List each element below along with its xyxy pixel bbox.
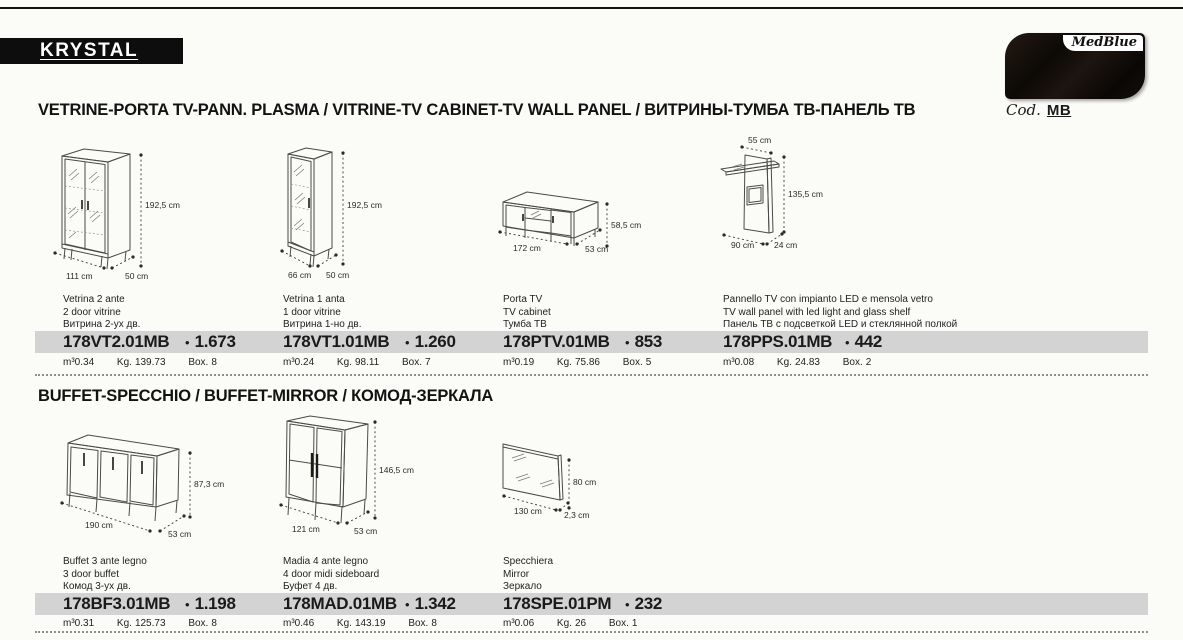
desc-line-en: TV cabinet [503, 306, 551, 318]
product-code: 178BF3.01MB [63, 594, 171, 613]
product-specs [723, 357, 871, 368]
drawing-vitrine-2-door [40, 138, 255, 290]
drawing-madia-4-door [268, 415, 423, 537]
dimension-lines [279, 420, 376, 524]
volume-value: 0.34 [74, 357, 95, 368]
weight-label: Kg. [116, 618, 132, 629]
product-code: 178PTV.01MB [503, 332, 610, 351]
code-price-bar [35, 593, 1148, 615]
dotted-divider [35, 631, 1148, 633]
drawing-vitrine-1-door [268, 138, 418, 290]
product-code: 178VT2.01MB [63, 332, 170, 351]
weight-value: 139.73 [134, 357, 166, 368]
section-title-buffet: BUFFET-SPECCHIO / BUFFET-MIRROR / КОМОД-ЗЕРКАЛА [38, 387, 494, 405]
desc-line-it: Pannello TV con impianto LED e mensola vetro [723, 294, 933, 305]
finish-code: MB [1046, 102, 1072, 119]
product-price: 442 [854, 332, 883, 351]
dimension-lines [280, 151, 344, 267]
volume-value: 0.19 [514, 357, 535, 368]
boxes-value: 8 [211, 618, 217, 629]
boxes-value: 7 [425, 357, 431, 368]
desc-line-en: 3 door buffet [63, 568, 119, 580]
boxes-value: 1 [631, 618, 638, 629]
brand-banner [0, 38, 183, 64]
dim-height-label: 192,5 cm [347, 200, 382, 210]
glass-reflections [68, 169, 100, 238]
drawing-mirror [490, 438, 625, 523]
boxes-label: Box. [188, 618, 209, 629]
price-bullet: • [405, 596, 410, 612]
weight-label: Kg. [556, 357, 572, 368]
desc-line-it: Porta TV [503, 294, 543, 305]
weight-value: 143.19 [354, 618, 386, 629]
volume-value: 0.31 [74, 618, 95, 629]
glass-shelf-lines [291, 184, 311, 232]
price-bullet: • [185, 596, 190, 612]
code-price-cell [283, 593, 456, 615]
weight-value: 24.83 [794, 357, 820, 368]
glass-reflections [294, 165, 305, 230]
section-title-vetrine: VETRINE-PORTA TV-PANN. PLASMA / VITRINE-TV CABINET-TV WALL PANEL / ВИТРИНЫ-ТУМБА ТВ-ПАНЕЛЬ ТВ [38, 101, 916, 119]
dim-depth-label: 24 cm [774, 240, 798, 250]
product-description [723, 294, 1008, 332]
dim-depth-label: 53 cm [168, 529, 192, 539]
product-code: 178VT1.01MB [283, 332, 390, 351]
dim-width-label: 90 cm [731, 240, 755, 250]
product-code: 178SPE.01PM [503, 594, 612, 613]
dim-height-label: 135,5 cm [788, 189, 823, 199]
dim-depth-label: 50 cm [125, 271, 149, 281]
product-specs [503, 618, 637, 629]
code-price-cell [503, 593, 662, 615]
weight-label: Kg. [336, 618, 352, 629]
desc-line-ru: Тумба ТВ [503, 319, 547, 331]
mirror-outline [503, 444, 563, 500]
spec-row [35, 357, 1148, 371]
dotted-divider [35, 374, 1148, 376]
door-handles [312, 453, 317, 478]
desc-line-ru: Зеркало [503, 581, 542, 593]
product-specs [63, 357, 217, 368]
desc-line-en: 1 door vitrine [283, 306, 341, 318]
volume-value: 0.06 [514, 618, 535, 629]
code-price-cell [283, 331, 456, 353]
dim-width-label: 190 cm [85, 520, 113, 530]
desc-line-it: Buffet 3 ante legno [63, 556, 147, 567]
dim-height-label: 192,5 cm [145, 200, 180, 210]
cabinet-outline [62, 149, 130, 269]
brand-title: KRYSTAL [40, 40, 139, 61]
glass-reflections [531, 211, 541, 218]
desc-line-en: 4 door midi sideboard [283, 568, 380, 580]
product-price: 1.342 [414, 594, 456, 613]
product-price: 1.673 [194, 332, 236, 351]
boxes-label: Box. [842, 357, 863, 368]
product-price: 853 [634, 332, 663, 351]
dimension-lines [502, 458, 570, 511]
weight-value: 98.11 [354, 357, 380, 368]
desc-line-en: Mirror [503, 568, 530, 580]
panel-outline [721, 155, 779, 233]
finish-code-line [1006, 101, 1071, 119]
finish-swatch [1005, 33, 1145, 99]
product-price: 1.260 [414, 332, 456, 351]
dim-top-width-label: 55 cm [748, 135, 772, 145]
boxes-value: 2 [865, 357, 872, 368]
boxes-label: Box. [408, 618, 429, 629]
mirror-sketch [490, 438, 625, 523]
desc-line-en: 2 door vitrine [63, 306, 121, 318]
volume-label: m³ [503, 618, 515, 629]
boxes-label: Box. [402, 357, 423, 368]
desc-line-it: Vetrina 2 ante [63, 294, 125, 305]
dim-depth-label: 53 cm [354, 526, 378, 536]
volume-label: m³ [283, 357, 295, 368]
dim-width-label: 111 cm [66, 271, 93, 281]
boxes-value: 5 [645, 357, 652, 368]
weight-label: Kg. [336, 357, 352, 368]
drawing-buffet-3-door [40, 425, 250, 543]
weight-label: Kg. [776, 357, 792, 368]
price-bullet: • [185, 334, 190, 350]
volume-label: m³ [503, 357, 515, 368]
volume-label: m³ [63, 357, 75, 368]
dim-width-label: 121 cm [292, 524, 320, 534]
product-specs [503, 357, 651, 368]
finish-name: MedBlue [1063, 35, 1143, 51]
spec-row [35, 618, 1148, 632]
desc-line-it: Madia 4 ante legno [283, 556, 369, 567]
code-price-cell [503, 331, 662, 353]
volume-label: m³ [723, 357, 735, 368]
boxes-label: Box. [608, 618, 629, 629]
weight-label: Kg. [116, 357, 132, 368]
volume-label: m³ [283, 618, 295, 629]
boxes-label: Box. [188, 357, 209, 368]
weight-value: 75.86 [574, 357, 600, 368]
drawing-tv-cabinet [495, 178, 650, 273]
volume-value: 0.24 [294, 357, 315, 368]
price-bullet: • [845, 334, 850, 350]
dim-depth-label: 2,3 cm [564, 510, 590, 520]
door-handles [84, 453, 142, 474]
dim-height-label: 58,5 cm [611, 220, 642, 230]
boxes-value: 8 [211, 357, 217, 368]
product-specs [283, 357, 431, 368]
price-bullet: • [625, 596, 630, 612]
volume-value: 0.46 [294, 618, 315, 629]
madia-sketch [268, 415, 423, 537]
desc-line-ru: Витрина 1-но дв. [283, 319, 362, 331]
product-code: 178MAD.01MB [283, 594, 397, 613]
volume-value: 0.08 [734, 357, 755, 368]
desc-line-ru: Витрина 2-ух дв. [63, 319, 141, 331]
product-price: 1.198 [194, 594, 236, 613]
weight-label: Kg. [556, 618, 572, 629]
code-price-cell [63, 593, 236, 615]
dim-width-label: 130 cm [514, 506, 542, 516]
product-price: 232 [634, 594, 663, 613]
code-price-cell [63, 331, 236, 353]
cod-label: Cod. [1006, 101, 1041, 119]
weight-value: 125.73 [134, 618, 166, 629]
desc-line-ru: Комод 3-ух дв. [63, 581, 131, 593]
vitrine-2-door-sketch [40, 138, 255, 290]
top-rule [0, 7, 1183, 9]
desc-line-en: TV wall panel with led light and glass shelf [723, 306, 911, 318]
desc-line-ru: Панель ТВ с подсветкой LED и стеклянной полкой [723, 319, 958, 331]
product-code: 178PPS.01MB [723, 332, 833, 351]
dim-width-label: 66 cm [288, 270, 312, 280]
drawing-tv-wall-panel [718, 133, 868, 251]
code-price-cell [723, 331, 882, 353]
tv-cabinet-sketch [495, 178, 650, 273]
dim-depth-label: 53 cm [585, 244, 609, 254]
boxes-value: 8 [431, 618, 437, 629]
price-bullet: • [405, 334, 410, 350]
dim-height-label: 80 cm [573, 477, 597, 487]
dimension-lines [60, 451, 191, 532]
boxes-label: Box. [622, 357, 643, 368]
product-specs [63, 618, 217, 629]
cabinet-outline [503, 192, 598, 246]
tv-wall-panel-sketch [718, 133, 868, 251]
desc-line-it: Specchiera [503, 556, 554, 567]
cabinet-outline [67, 435, 179, 521]
volume-label: m³ [63, 618, 75, 629]
price-bullet: • [625, 334, 630, 350]
code-price-bar [35, 331, 1148, 353]
desc-line-it: Vetrina 1 anta [283, 294, 345, 305]
glass-reflections [512, 454, 554, 487]
weight-value: 26 [574, 618, 587, 629]
desc-line-ru: Буфет 4 дв. [283, 581, 338, 593]
buffet-sketch [40, 425, 250, 543]
product-specs [283, 618, 437, 629]
vitrine-1-door-sketch [268, 138, 418, 290]
product-description [503, 556, 788, 594]
dim-height-label: 146,5 cm [379, 465, 414, 475]
cabinet-outline [288, 148, 332, 267]
dim-height-label: 87,3 cm [194, 479, 225, 489]
cabinet-outline [286, 416, 368, 523]
dim-width-label: 172 cm [513, 243, 541, 253]
dim-depth-label: 50 cm [326, 270, 350, 280]
